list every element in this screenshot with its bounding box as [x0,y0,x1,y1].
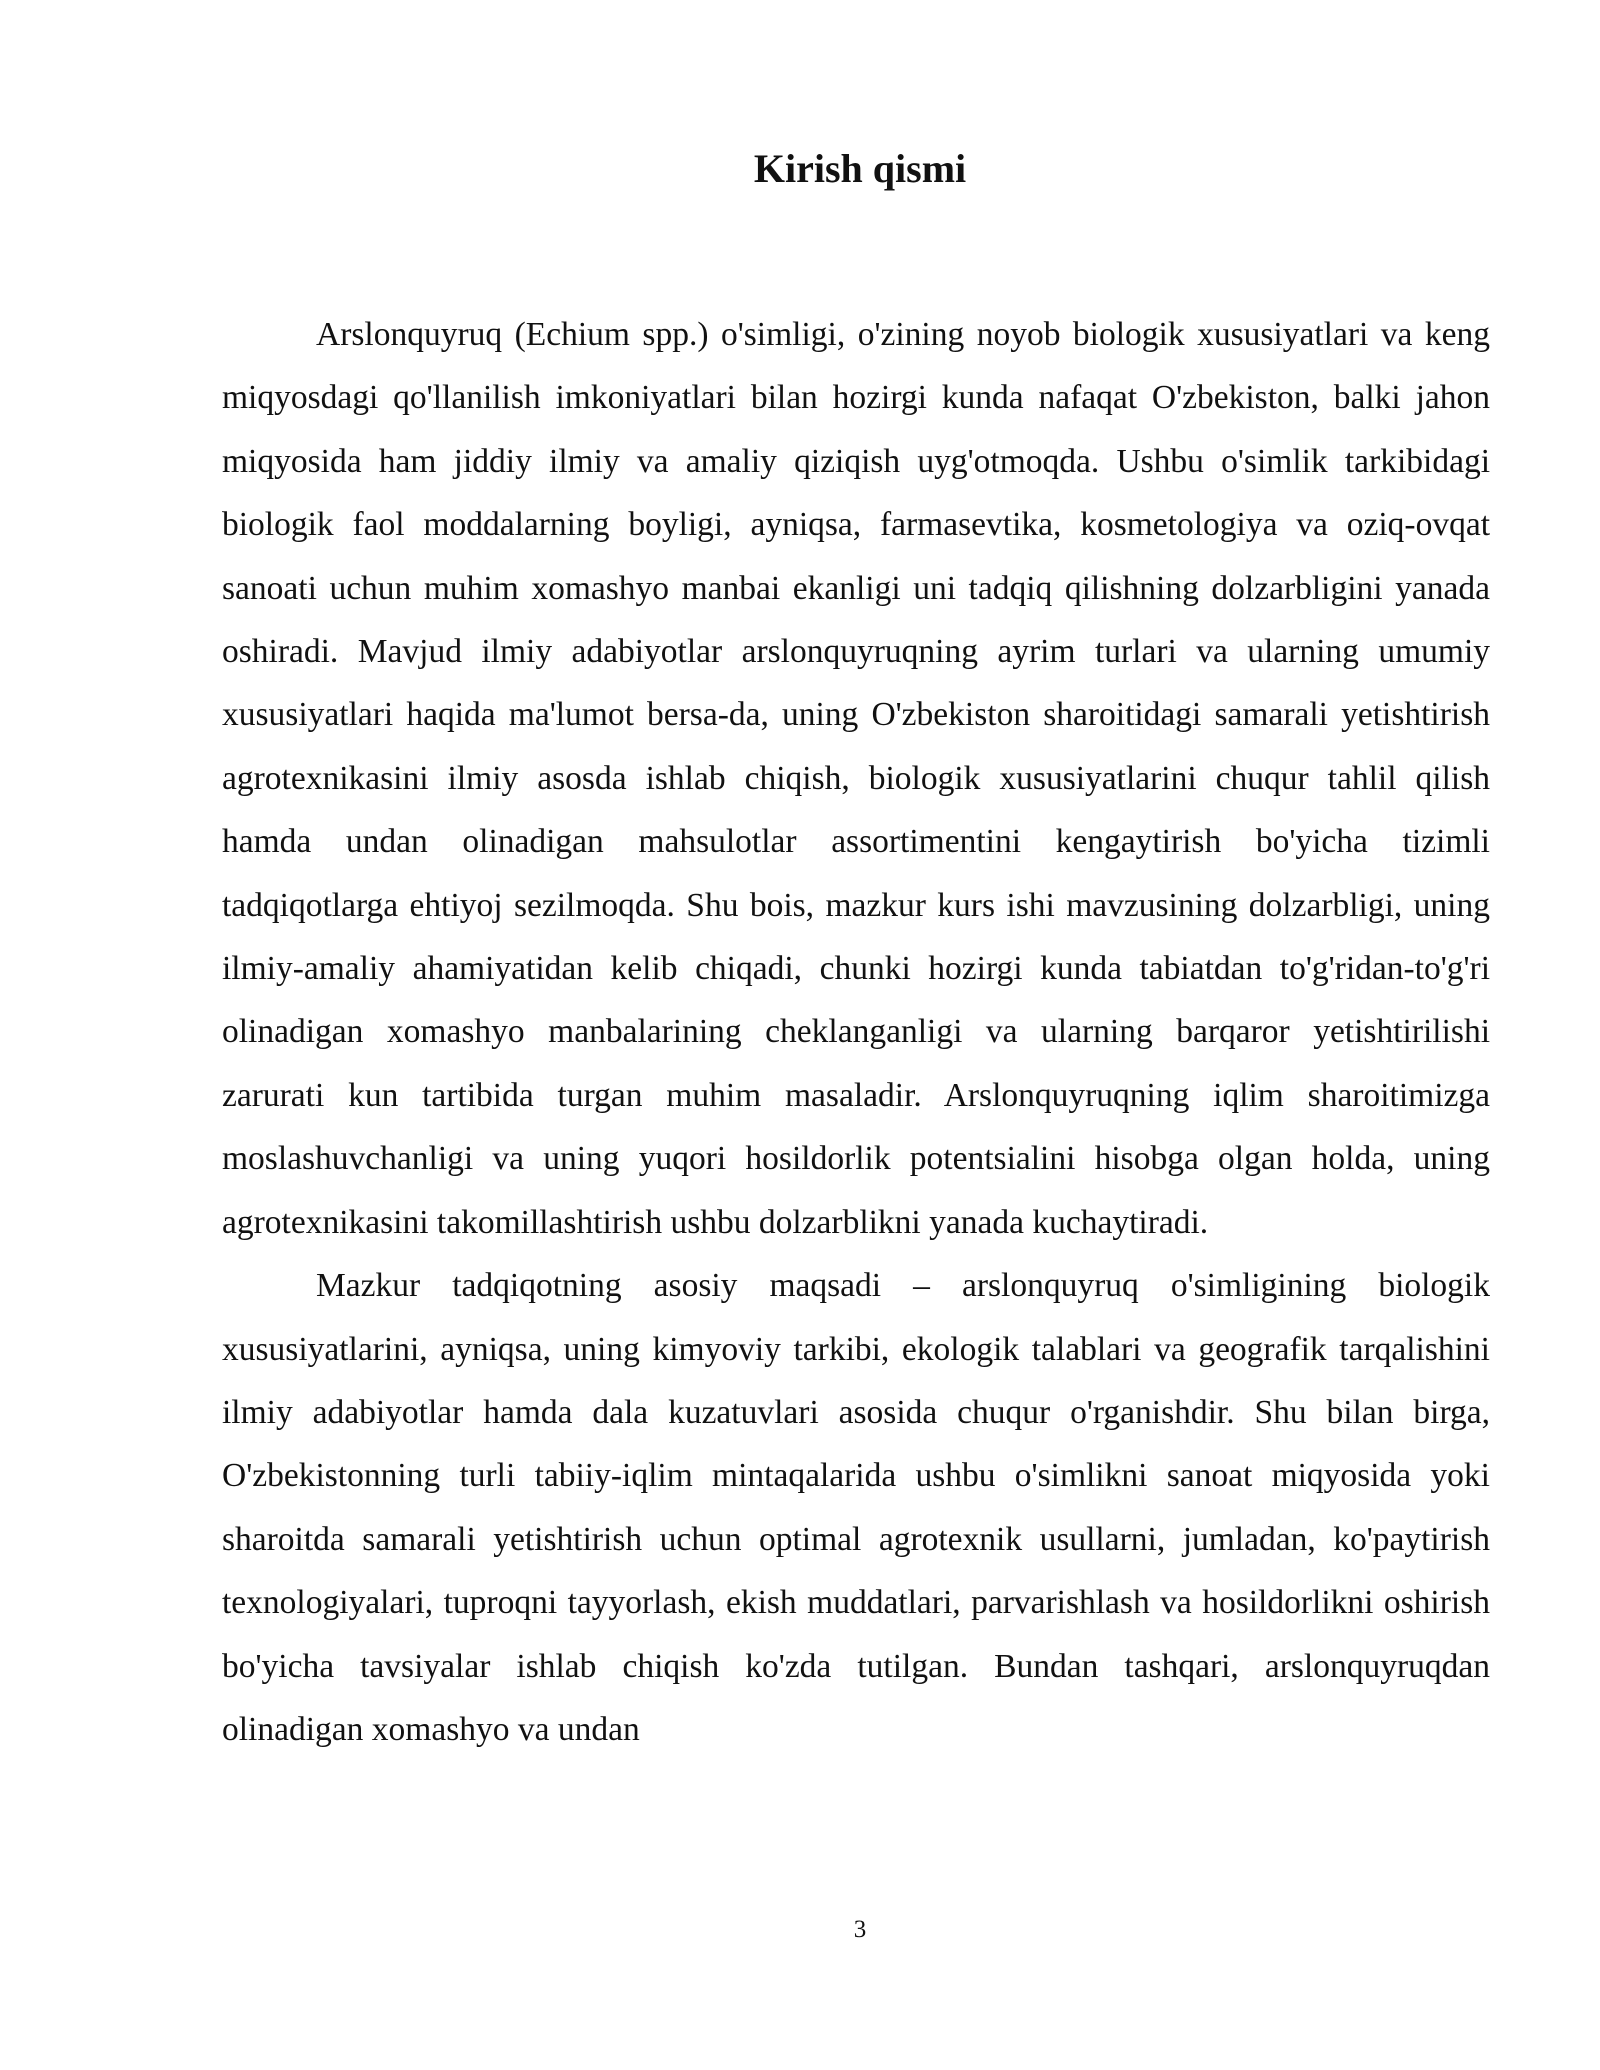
page-number: 3 [853,1916,867,1943]
paragraph-2: Mazkur tadqiqotning asosiy maqsadi – arslonquyruq o'simligining biologik xususiyatlarini, ayniqsa, uning kimyoviy tarkibi, ekologik talablari va geografik tarqalishini ilmiy adabiyotlar hamda dala kuzatuvlari asosida chuqur o'rganishdir. Shu bilan birga, O'zbekistonning turli tabiiy-iqlim mintaqalarida ushbu o'simlikni sanoat miqyosida yoki sharoitda samarali yetishtirish uchun optimal agrotexnik usullarni, jumladan, ko'paytirish texnologiyalari, tuproqni tayyorlash, ekish muddatlari, parvarishlash va hosildorlikni oshirish bo'yicha tavsiyalar ishlab chiqish ko'zda tutilgan. Bundan tashqari, arslonquyruqdan olinadigan xomashyo va undan [222,1267,1490,1748]
page-title: Kirish qismi [753,146,967,191]
paragraph-1: Arslonquyruq (Echium spp.) o'simligi, o'zining noyob biologik xususiyatlari va keng miqyosdagi qo'llanilish imkoniyatlari bilan hozirgi kunda nafaqat O'zbekiston, balki jahon miqyosida ham jiddiy ilmiy va amaliy qiziqish uyg'otmoqda. Ushbu o'simlik tarkibidagi biologik faol moddalarning boyligi, ayniqsa, farmasevtika, kosmetologiya va oziq-ovqat sanoati uchun muhim xomashyo manbai ekanligi uni tadqiq qilishning dolzarbligini yanada oshiradi. Mavjud ilmiy adabiyotlar arslonquyruqning ayrim turlari va ularning umumiy xususiyatlari haqida ma'lumot bersa-da, uning O'zbekiston sharoitidagi samarali yetishtirish agrotexnikasini ilmiy asosda ishlab chiqish, biologik xususiyatlarini chuqur tahlil qilish hamda undan olinadigan mahsulotlar assortimentini kengaytirish bo'yicha tizimli tadqiqotlarga ehtiyoj sezilmoqda. Shu bois, mazkur kurs ishi mavzusining dolzarbligi, uning ilmiy-amaliy ahamiyatidan kelib chiqadi, chunki hozirgi kunda tabiatdan to'g'ridan-to'g'ri olinadigan xomashyo manbalarining cheklanganligi va ularning barqaror yetishtirilishi zarurati kun tartibida turgan muhim masaladir. Arslonquyruqning iqlim sharoitimizga moslashuvchanligi va uning yuqori hosildorlik potentsialini hisobga olgan holda, uning agrotexnikasini takomillashtirish ushbu dolzarblikni yanada kuchaytiradi. [222,316,1490,1241]
body-text [222,303,1490,1761]
